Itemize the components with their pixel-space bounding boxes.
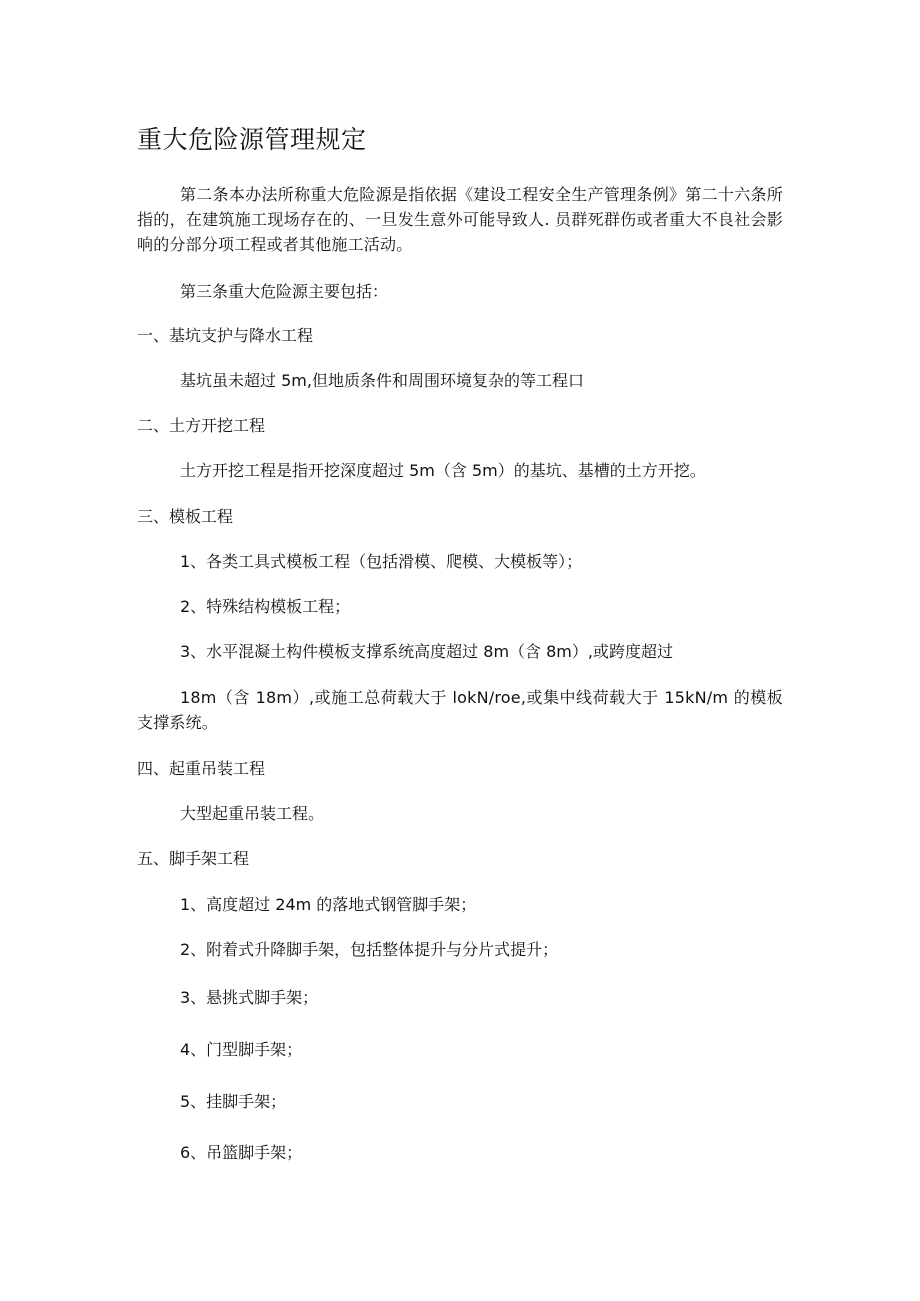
section-5-item-3: 3、悬挑式脚手架； [180, 988, 319, 1007]
section-3-item-3: 3、水平混凝土构件模板支撑系统高度超过 8m（含 8m）,或跨度超过 [180, 642, 673, 661]
section-5-item-1: 1、高度超过 24m 的落地式钢管脚手架； [180, 895, 477, 914]
section-4-body: 大型起重吊装工程。 [180, 804, 325, 823]
document-title: 重大危险源管理规定 [137, 125, 367, 154]
article-3-paragraph: 第三条重大危险源主要包括： [180, 282, 389, 301]
section-2-heading: 二、土方开挖工程 [137, 416, 266, 435]
section-4-heading: 四、起重吊装工程 [137, 759, 266, 778]
section-5-item-5: 5、挂脚手架； [180, 1092, 287, 1111]
section-2-body: 土方开挖工程是指开挖深度超过 5m（含 5m）的基坑、基槽的土方开挖。 [180, 461, 706, 480]
section-1-body: 基坑虽未超过 5m,但地质条件和周围环境复杂的等工程口 [180, 371, 584, 390]
section-5-item-4: 4、门型脚手架； [180, 1040, 303, 1059]
section-3-heading: 三、模板工程 [137, 507, 234, 526]
article-2-paragraph: 第二条本办法所称重大危险源是指依据《建设工程安全生产管理条例》第二十六条所指的，在建筑施工现场存在的、一旦发生意外可能导致人. 员群死群伤或者重大不良社会影响的分部分项工程或者其他施工活动。 [137, 185, 783, 254]
section-5-heading: 五、脚手架工程 [137, 849, 250, 868]
section-5-item-2: 2、附着式升降脚手架，包括整体提升与分片式提升； [180, 940, 559, 959]
section-1-heading: 一、基坑支护与降水工程 [137, 326, 314, 345]
section-3-item-3-continued: 18m（含 18m）,或施工总荷载大于 lokN/roe,或集中线荷载大于 15kN∕m 的模板支撑系统。 [137, 688, 783, 732]
section-3-item-2: 2、特殊结构模板工程； [180, 597, 351, 616]
section-5-item-6: 6、吊篮脚手架； [180, 1143, 303, 1162]
section-3-item-1: 1、各类工具式模板工程（包括滑模、爬模、大模板等）； [180, 552, 583, 571]
